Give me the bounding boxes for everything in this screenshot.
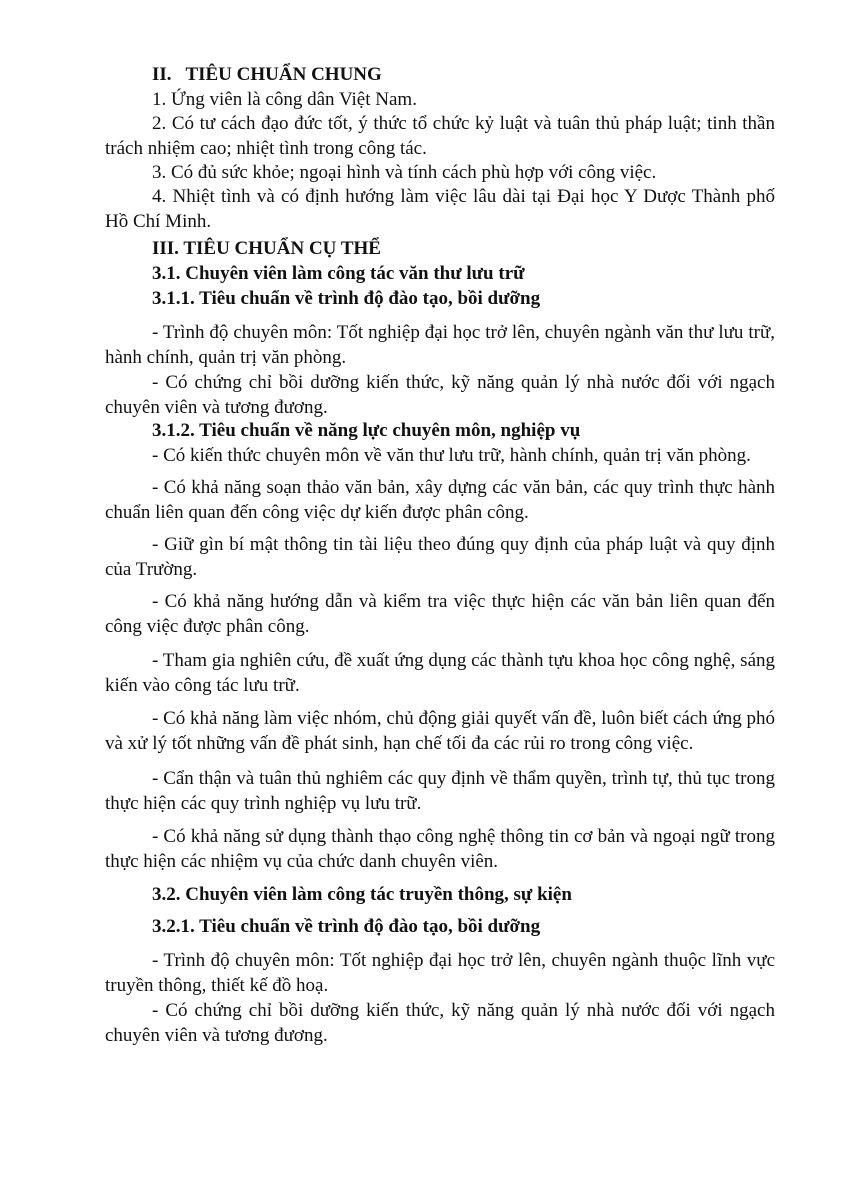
- section-ii-item-1: 1. Ứng viên là công dân Việt Nam.: [152, 89, 417, 110]
- section-3-1-2-item-2: - Có khả năng soạn thảo văn bản, xây dựng các văn bản, các quy trình thực hành chuẩn liên quan đến công việc dự kiến được phân công.: [105, 477, 775, 523]
- section-3-1-2-item-1: - Có kiến thức chuyên môn về văn thư lưu trữ, hành chính, quản trị văn phòng.: [152, 445, 751, 466]
- section-3-1-2-item-6: - Có khả năng làm việc nhóm, chủ động giải quyết vấn đề, luôn biết cách ứng phó và xử lý tốt những vấn đề phát sinh, hạn chế tối đa các rủi ro trong công việc.: [105, 708, 775, 754]
- section-3-1-heading: 3.1. Chuyên viên làm công tác văn thư lưu trữ: [152, 263, 525, 284]
- section-3-1-2-item-3: - Giữ gìn bí mật thông tin tài liệu theo đúng quy định của pháp luật và quy định của Trường.: [105, 534, 775, 580]
- section-3-2-1-item-1: - Trình độ chuyên môn: Tốt nghiệp đại học trở lên, chuyên ngành thuộc lĩnh vực truyền thông, thiết kế đồ hoạ.: [105, 950, 775, 996]
- section-3-2-heading: 3.2. Chuyên viên làm công tác truyền thông, sự kiện: [152, 884, 572, 905]
- section-ii-item-2: 2. Có tư cách đạo đức tốt, ý thức tổ chức kỷ luật và tuân thủ pháp luật; tinh thần trách nhiệm cao; nhiệt tình trong công tác.: [105, 113, 775, 159]
- section-3-1-1-item-2: - Có chứng chỉ bồi dưỡng kiến thức, kỹ năng quản lý nhà nước đối với ngạch chuyên viên và tương đương.: [105, 372, 775, 418]
- section-3-1-2-item-5: - Tham gia nghiên cứu, đề xuất ứng dụng các thành tựu khoa học công nghệ, sáng kiến vào công tác lưu trữ.: [105, 650, 775, 696]
- section-3-2-1-item-2: - Có chứng chỉ bồi dưỡng kiến thức, kỹ năng quản lý nhà nước đối với ngạch chuyên viên và tương đương.: [105, 1000, 775, 1046]
- section-ii-item-4: 4. Nhiệt tình và có định hướng làm việc lâu dài tại Đại học Y Dược Thành phố Hồ Chí Minh.: [105, 186, 775, 232]
- section-3-1-1-heading: 3.1.1. Tiêu chuẩn về trình độ đào tạo, bồi dưỡng: [152, 288, 541, 309]
- section-3-1-2-heading: 3.1.2. Tiêu chuẩn về năng lực chuyên môn, nghiệp vụ: [152, 420, 581, 441]
- section-iii-heading: III. TIÊU CHUẨN CỤ THỂ: [152, 238, 381, 259]
- section-ii-heading: II. TIÊU CHUẨN CHUNG: [152, 64, 382, 85]
- section-3-1-2-item-7: - Cẩn thận và tuân thủ nghiêm các quy định về thẩm quyền, trình tự, thủ tục trong thực hiện các quy trình nghiệp vụ lưu trữ.: [105, 768, 775, 814]
- section-3-1-2-item-8: - Có khả năng sử dụng thành thạo công nghệ thông tin cơ bản và ngoại ngữ trong thực hiện các nhiệm vụ của chức danh chuyên viên.: [105, 826, 775, 872]
- section-3-1-1-item-1: - Trình độ chuyên môn: Tốt nghiệp đại học trở lên, chuyên ngành văn thư lưu trữ, hành chính, quản trị văn phòng.: [105, 322, 775, 368]
- section-3-2-1-heading: 3.2.1. Tiêu chuẩn về trình độ đào tạo, bồi dưỡng: [152, 916, 541, 937]
- section-3-1-2-item-4: - Có khả năng hướng dẫn và kiểm tra việc thực hiện các văn bản liên quan đến công việc được phân công.: [105, 591, 775, 637]
- section-ii-item-3: 3. Có đủ sức khỏe; ngoại hình và tính cách phù hợp với công việc.: [152, 162, 657, 183]
